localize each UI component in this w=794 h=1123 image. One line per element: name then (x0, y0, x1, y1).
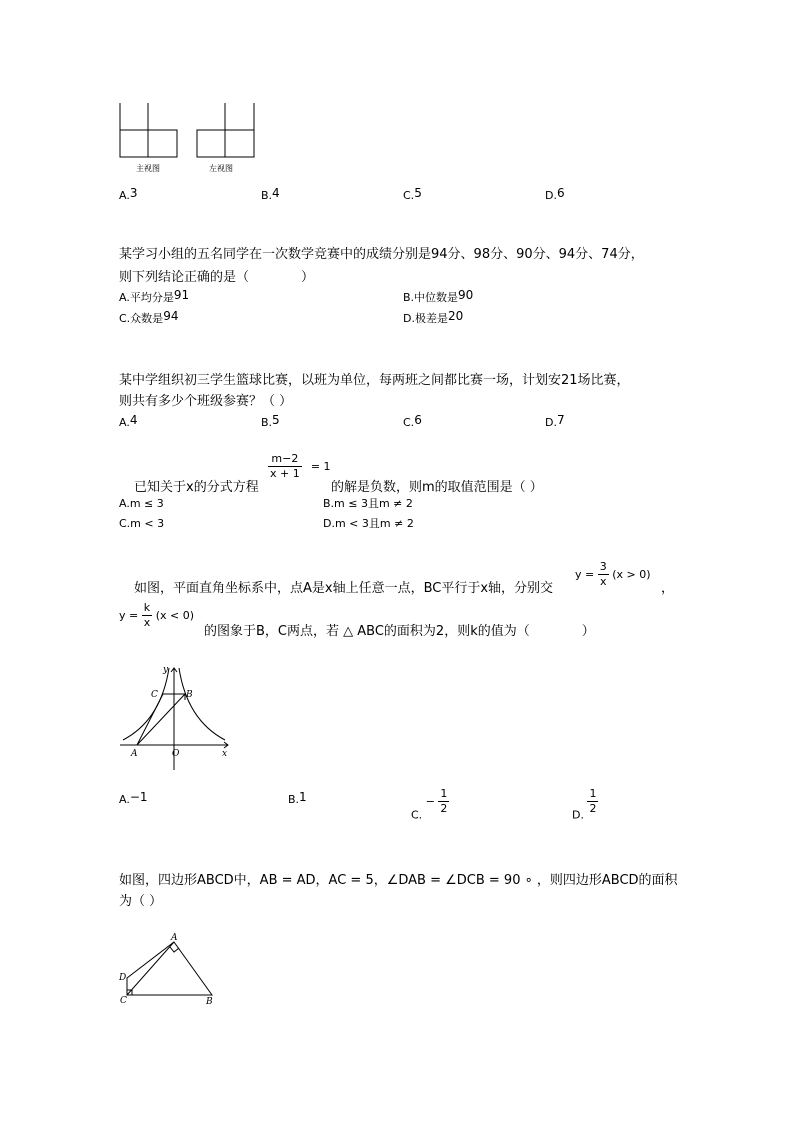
q-coord-text1: 如图，平面直角坐标系中，点A是x轴上任意一点，BC平行于x轴，分别交 (134, 581, 554, 596)
front-view-drawing (120, 103, 177, 157)
q-scores-option-d[interactable]: D.极差是20 (403, 309, 464, 325)
q-fraction-prefix: 已知关于x的分式方程 (134, 480, 259, 495)
label-y: y (163, 665, 169, 675)
q-scores-option-a[interactable]: A.平均分是91 (119, 288, 190, 304)
q-fraction-suffix: 的解是负数，则m的取值范围是（ ） (331, 480, 543, 495)
q-basketball-option-b[interactable]: B.5 (261, 413, 280, 429)
left-view-drawing (197, 103, 254, 157)
q-basketball-line1: 某中学组织初三学生篮球比赛，以班为单位，每两班之间都比赛一场，计划安21场比赛， (119, 373, 630, 388)
label-o: O (172, 749, 180, 759)
label-a: A (171, 933, 178, 943)
front-view-label: 主视图 (136, 164, 160, 173)
curve-left (123, 668, 169, 740)
label-c: C (120, 996, 127, 1006)
diagonal-ac (127, 942, 174, 995)
q-coord-function2: y = $\frac{k}{x}$ (x < 0) (119, 601, 195, 629)
label-b: B (186, 690, 193, 700)
q-views-option-c[interactable]: C.5 (403, 186, 422, 202)
q-coord-option-d[interactable]: D. $\frac{1}{2}$ (572, 787, 597, 822)
label-c: C (151, 690, 158, 700)
label-x: x (222, 749, 228, 759)
q-coord-text2: 的图象于B，C两点，若 △ ABC的面积为2，则k的值为（ ） (204, 624, 595, 639)
q-basketball-option-c[interactable]: C.6 (403, 413, 422, 429)
left-view-label: 左视图 (209, 164, 233, 173)
q-basketball-line2: 则共有多少个班级参赛？（ ） (119, 394, 293, 409)
q-quad-line2: 为（ ） (119, 894, 163, 909)
q-views-option-b[interactable]: B.4 (261, 186, 280, 202)
q-fraction-equation (268, 452, 331, 481)
q-fraction-option-d[interactable]: D.m < 3且m ≠ 2 (323, 517, 414, 530)
q-views-option-d[interactable]: D.6 (545, 186, 565, 202)
label-b: B (206, 997, 213, 1007)
label-d: D (119, 973, 127, 983)
q-coord-function1: y = $\frac{3}{x}$ (x > 0) (575, 560, 651, 588)
q-basketball-option-a[interactable]: A.4 (119, 413, 138, 429)
segment-ac (137, 694, 163, 745)
q-coord-option-b[interactable]: B.1 (288, 790, 307, 806)
q-coord-option-c[interactable]: C. − $\frac{1}{2}$ (411, 787, 448, 822)
curve-right (179, 668, 225, 740)
q-scores-option-b[interactable]: B.中位数是90 (403, 288, 474, 304)
q-scores-option-c[interactable]: C.众数是94 (119, 309, 179, 325)
q-quad-line1: 如图，四边形ABCD中，AB = AD，AC = 5，∠DAB = ∠DCB = 90 ∘ ，则四边形ABCD的面积 (119, 873, 678, 888)
segment-ab (137, 694, 185, 745)
q-coord-option-a[interactable]: A.−1 (119, 790, 148, 806)
equation-fraction: $\frac{m-2}{x + 1}$ (270, 452, 300, 480)
coordinate-figure (115, 660, 240, 775)
quad-abcd (127, 942, 212, 995)
label-a: A (131, 749, 138, 759)
quadrilateral-figure (115, 930, 225, 1010)
q-fraction-option-b[interactable]: B.m ≤ 3且m ≠ 2 (323, 497, 413, 510)
q-scores-line1: 某学习小组的五名同学在一次数学竞赛中的成绩分别是94分、98分、90分、94分、74分， (119, 247, 644, 262)
three-view-figure (115, 98, 265, 176)
q-coord-comma: ， (661, 581, 675, 596)
q-basketball-option-d[interactable]: D.7 (545, 413, 565, 429)
equation-equals: = 1 (310, 460, 331, 473)
q-fraction-option-a[interactable]: A.m ≤ 3 (119, 497, 164, 510)
q-scores-line2: 则下列结论正确的是（ ） (119, 270, 315, 285)
q-views-option-a[interactable]: A.3 (119, 186, 138, 202)
q-fraction-option-c[interactable]: C.m < 3 (119, 517, 165, 530)
